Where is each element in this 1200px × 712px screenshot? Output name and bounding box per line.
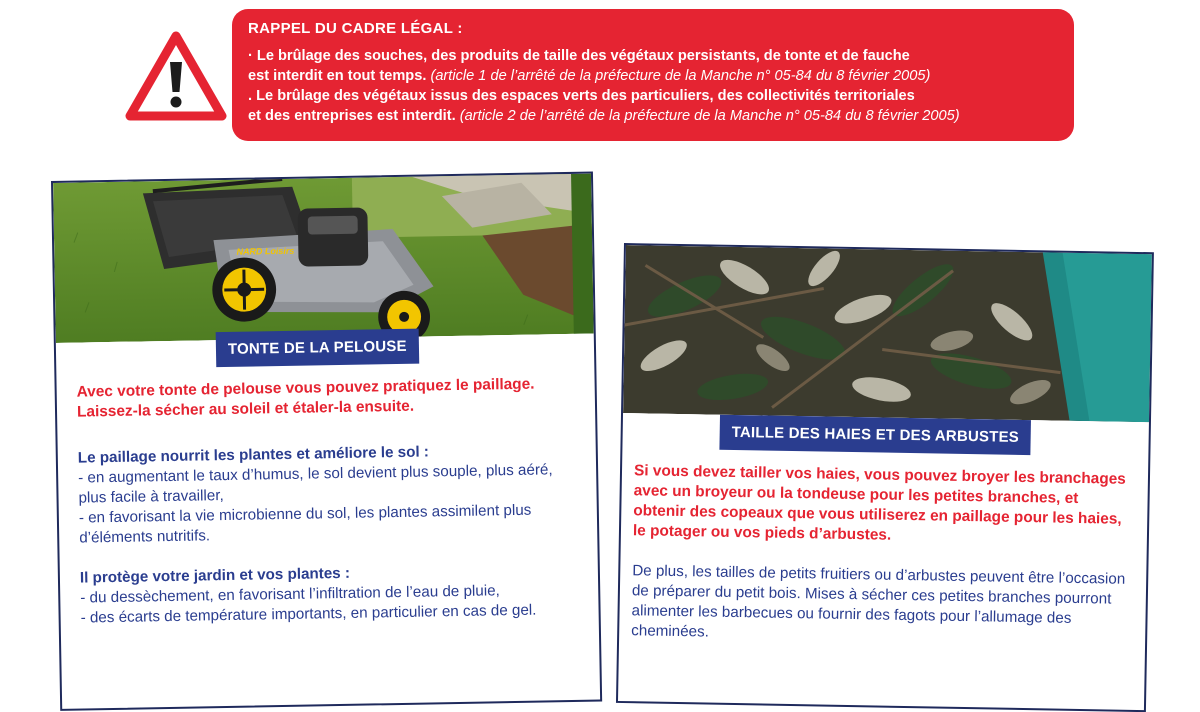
- hedge-trimming-label: TAILLE DES HAIES ET DES ARBUSTES: [719, 415, 1031, 455]
- legal-line-2-reference: (article 1 de l’arrêté de la préfecture de la Manche n° 05-84 du 8 février 2005): [430, 68, 931, 84]
- protection-temperature: - des écarts de température importants, en particulier en cas de gel.: [80, 601, 537, 627]
- lawn-mower-photo: [53, 174, 594, 343]
- hedge-trimming-body: De plus, les tailles de petits fruitiers ou d’arbustes peuvent être l’occasion de préparer du petit bois. Mises à sécher ces petites branches pourront alimenter les barbecues ou fournir des fagots pour l’allumage des cheminées.: [631, 562, 1126, 641]
- hedge-trimming-card: [616, 243, 1154, 712]
- lawn-mowing-lead: Avec votre tonte de pelouse vous pouvez pratiquez le paillage. Laissez-la sécher au soleil et étaler-la ensuite.: [76, 375, 535, 421]
- legal-reminder-banner: [232, 9, 1074, 141]
- mulching-benefit-humus: - en augmentant le taux d’humus, le sol devient plus souple, plus aéré, plus facile à travailler,: [78, 461, 553, 507]
- warning-icon: [124, 30, 228, 122]
- legal-title: RAPPEL DU CADRE LÉGAL :: [248, 20, 463, 37]
- legal-line-2-bold: est interdit en tout temps.: [248, 68, 427, 84]
- lawn-mowing-label: TONTE DE LA PELOUSE: [216, 329, 419, 368]
- hedge-trimming-lead: Si vous devez tailler vos haies, vous pouvez broyer les branchages avec un broyeur ou la tondeuse pour les petites branches, et obtenir des copeaux que vous utiliserez en paillage pour les haies, le potager ou vos pieds d’arbustes.: [632, 462, 1126, 544]
- hedge-trimming-text: [619, 461, 1148, 650]
- legal-line-4-reference: (article 2 de l’arrêté de la préfecture de la Manche n° 05-84 du 8 février 2005): [459, 108, 960, 124]
- mulching-benefit-microbial: - en favorisant la vie microbienne du sol, les plantes assimilent plus d’éléments nutritifs.: [78, 501, 532, 547]
- legal-line-4-bold: et des entreprises est interdit.: [248, 108, 456, 124]
- hedge-clippings-photo: [623, 245, 1152, 422]
- mower-brand: NARD Loisirs: [236, 245, 295, 257]
- legal-line-1: · Le brûlage des souches, des produits de taille des végétaux persistants, de tonte et de fauche: [248, 48, 910, 64]
- legal-line-3: . Le brûlage des végétaux issus des espaces verts des particuliers, des collectivités territoriales: [248, 88, 915, 104]
- legal-line-2: [248, 66, 1056, 86]
- legal-line-4: [248, 106, 1056, 126]
- mulching-benefits-title: Le paillage nourrit les plantes et améliore le sol :: [77, 443, 430, 467]
- lawn-mowing-text: [57, 374, 599, 629]
- protection-title: Il protège votre jardin et vos plantes :: [79, 564, 351, 587]
- lawn-mowing-card: [51, 172, 602, 711]
- protection-drying: - du dessèchement, en favorisant l’infiltration de l’eau de pluie,: [80, 582, 500, 607]
